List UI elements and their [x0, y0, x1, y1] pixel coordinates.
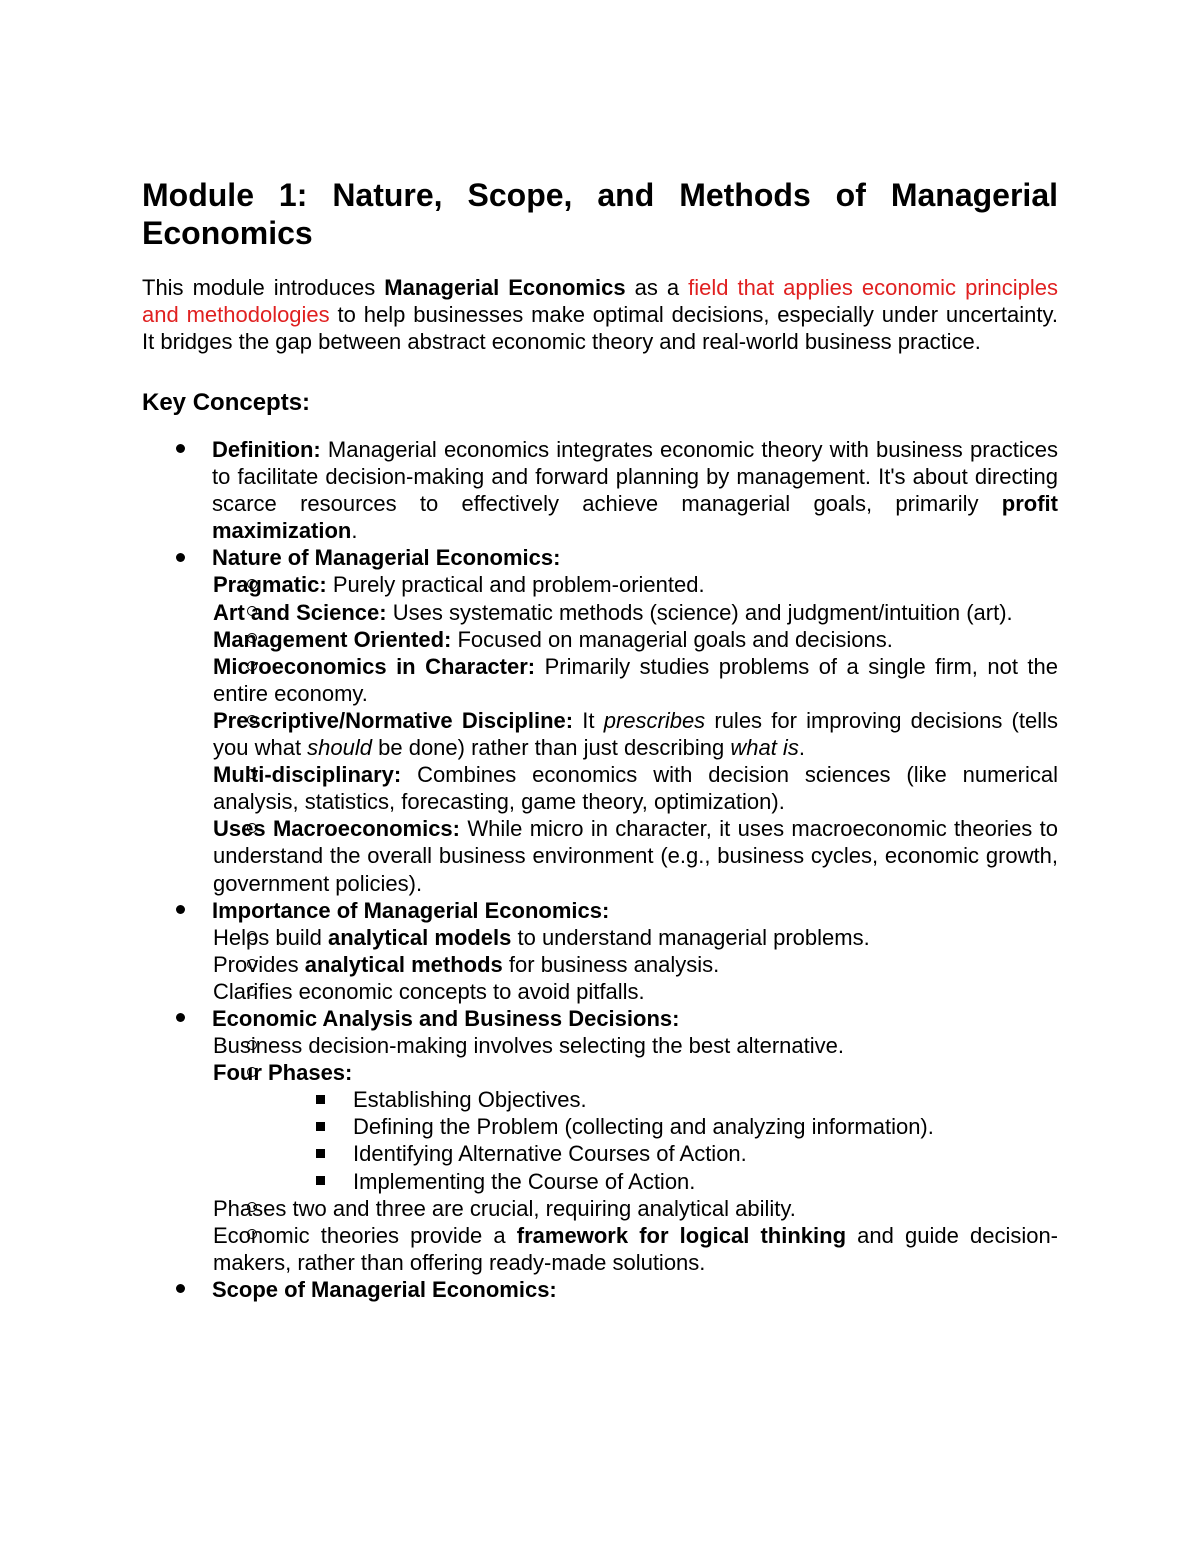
phases-list: [142, 1086, 1058, 1194]
item-text: be done) rather than just describing: [372, 735, 731, 761]
item-label: Microeconomics in Character:: [213, 653, 536, 679]
item-text: Focused on managerial goals and decisions.: [451, 626, 893, 652]
section-heading: Key Concepts:: [142, 389, 311, 416]
intro-text: as a: [625, 275, 689, 300]
circle-bullet-icon: [247, 1032, 257, 1059]
circle-bullet-icon: [247, 571, 257, 598]
bullet-icon: [176, 1276, 185, 1303]
item-text: .: [351, 518, 358, 544]
sublist-item: [142, 1032, 1058, 1059]
nature-sublist: [142, 571, 1058, 896]
circle-bullet-icon: [247, 1059, 257, 1086]
sublist-item: [142, 1195, 1058, 1222]
item-text: rules for improving decisions (tells you what: [213, 707, 1058, 761]
item-text: to understand managerial problems.: [511, 924, 870, 950]
item-label: Importance of Managerial Economics:: [212, 897, 610, 923]
circle-bullet-icon: [247, 1222, 257, 1249]
sublist-item: [142, 978, 1058, 1005]
circle-bullet-icon: [247, 815, 257, 842]
list-item-nature: [142, 544, 1058, 896]
page-title: Module 1: Nature, Scope, and Methods of Managerial Economics: [142, 177, 1058, 251]
item-label: Economic Analysis and Business Decisions:: [212, 1005, 680, 1031]
sublist-item: [142, 761, 1058, 815]
intro-text: to help businesses make optimal decisions, especially under uncertainty. It bridges the gap between abstract economic theory and real-world business practice.: [142, 302, 1058, 354]
circle-bullet-icon: [247, 924, 257, 951]
bullet-icon: [176, 1005, 185, 1032]
sublist-item: [142, 924, 1058, 951]
circle-bullet-icon: [247, 626, 257, 653]
sublist-item: [142, 815, 1058, 896]
sublist-item-phases: [142, 1059, 1058, 1194]
circle-bullet-icon: [247, 761, 257, 788]
item-text: Provides: [213, 951, 305, 977]
item-label: Scope of Managerial Economics:: [212, 1276, 557, 1302]
item-label: Art and Science:: [213, 599, 387, 625]
item-bold-term: profit maximization: [212, 491, 1058, 544]
list-item-analysis: [142, 1005, 1058, 1276]
document-page: [142, 176, 1058, 1303]
square-bullet-icon: [316, 1140, 325, 1167]
item-text: Economic theories provide a: [213, 1222, 517, 1248]
item-text: Identifying Alternative Courses of Action.: [353, 1141, 747, 1167]
sublist-item: [142, 599, 1058, 626]
square-bullet-icon: [316, 1086, 325, 1113]
phase-item: [142, 1168, 1058, 1195]
item-label: Four Phases:: [213, 1060, 353, 1086]
intro-highlight: field that applies economic principles and methodologies: [142, 275, 1058, 327]
item-text: Clarifies economic concepts to avoid pitfalls.: [213, 978, 645, 1004]
item-bold-term: analytical methods: [304, 951, 503, 977]
item-text: Uses systematic methods (science) and judgment/intuition (art).: [386, 599, 1013, 625]
list-item-definition: [142, 436, 1058, 544]
sublist-item: [142, 1222, 1058, 1276]
item-label: Multi-disciplinary:: [213, 762, 402, 788]
sublist-item: [142, 571, 1058, 598]
item-label: Definition:: [212, 437, 321, 462]
item-text: Defining the Problem (collecting and analyzing information).: [353, 1114, 934, 1140]
phase-item: [142, 1140, 1058, 1167]
item-label: Uses Macroeconomics:: [213, 816, 460, 842]
intro-bold-term: Managerial Economics: [384, 275, 626, 300]
list-item-scope: [142, 1276, 1058, 1303]
item-text: and guide decision-makers, rather than offering ready-made solutions.: [213, 1222, 1059, 1275]
item-text: Helps build: [213, 924, 328, 950]
bullet-icon: [176, 436, 185, 463]
sublist-item: [142, 653, 1058, 707]
item-text: It: [573, 707, 604, 733]
item-text: While micro in character, it uses macroeconomic theories to understand the overall business environment (e.g., business cycles, economic growth, government policies).: [213, 816, 1058, 896]
list-item-importance: [142, 897, 1058, 1005]
circle-bullet-icon: [247, 951, 257, 978]
phase-item: [142, 1113, 1058, 1140]
item-text: for business analysis.: [502, 951, 720, 977]
sublist-item: [142, 626, 1058, 653]
item-text: Managerial economics integrates economic theory with business practices to facilitate decision-making and forward planning by management. It's about directing scarce resources to effectively achieve managerial goals, primarily: [212, 437, 1058, 517]
circle-bullet-icon: [247, 978, 257, 1005]
item-label: Pragmatic:: [213, 572, 327, 598]
intro-paragraph: [142, 274, 1058, 355]
item-text: Business decision-making involves selecting the best alternative.: [213, 1033, 844, 1059]
bullet-icon: [176, 544, 185, 571]
item-text: .: [798, 735, 805, 761]
item-text: Combines economics with decision sciences (like numerical analysis, statistics, forecasting, game theory, optimization).: [213, 762, 1058, 815]
item-italic: prescribes: [603, 707, 706, 733]
item-label: Prescriptive/Normative Discipline:: [213, 707, 574, 733]
intro-text: This module introduces: [142, 275, 385, 300]
item-bold-term: framework for logical thinking: [516, 1222, 847, 1248]
item-label: Nature of Managerial Economics:: [212, 545, 561, 571]
item-text: Purely practical and problem-oriented.: [326, 572, 705, 598]
item-text: Primarily studies problems of a single firm, not the entire economy.: [213, 653, 1058, 706]
item-bold-term: analytical models: [327, 924, 512, 950]
circle-bullet-icon: [247, 599, 257, 626]
item-italic: what is: [730, 735, 799, 761]
circle-bullet-icon: [247, 653, 257, 680]
sublist-item: [142, 707, 1058, 761]
phase-item: [142, 1086, 1058, 1113]
square-bullet-icon: [316, 1168, 325, 1195]
sublist-item: [142, 951, 1058, 978]
item-text: Establishing Objectives.: [353, 1087, 587, 1113]
importance-sublist: [142, 924, 1058, 1005]
circle-bullet-icon: [247, 1195, 257, 1222]
square-bullet-icon: [316, 1113, 325, 1140]
analysis-sublist: [142, 1032, 1058, 1276]
item-label: Management Oriented:: [213, 626, 452, 652]
bullet-icon: [176, 897, 185, 924]
circle-bullet-icon: [247, 707, 257, 734]
key-concepts-list: [142, 436, 1058, 1303]
item-text: Implementing the Course of Action.: [353, 1168, 696, 1194]
item-text: Phases two and three are crucial, requiring analytical ability.: [213, 1195, 796, 1221]
item-italic: should: [307, 735, 373, 761]
